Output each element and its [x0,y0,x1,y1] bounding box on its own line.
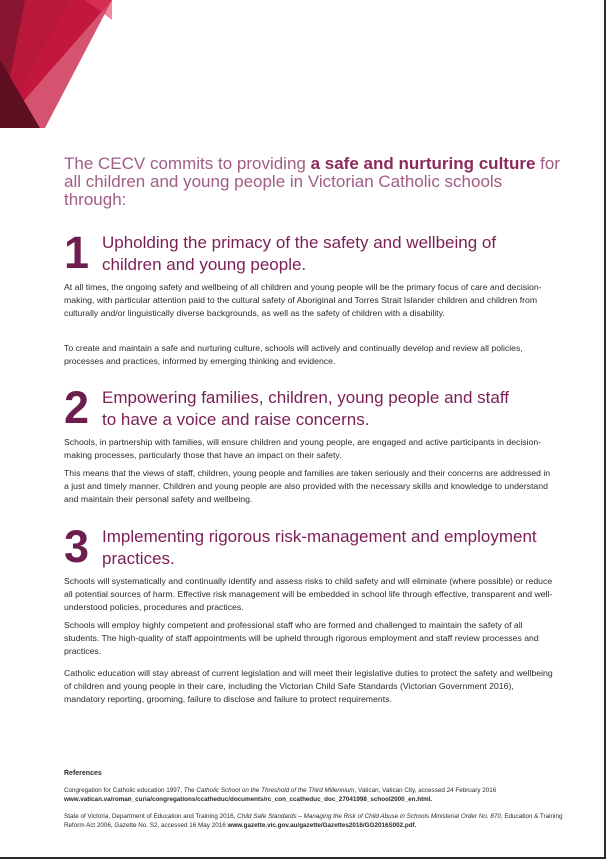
section-3-paragraph-3: Catholic education will stay abreast of current legislation and will meet their legislative duties to protect the safety and wellbeing of children and young people in their care, including the Victorian Child Safe Standards (Victorian Government 2016), mandatory reporting, grooming, failure to disclose and failure to protect requirements. [64,668,553,704]
reference-2 [64,812,564,830]
section-title-line2: children and young people. [102,255,307,274]
section-title-line1: Upholding the primacy of the safety and wellbeing of [102,233,497,252]
reference-1-title: The Catholic School on the Threshold of the Third Millennium [183,787,355,794]
section-title-line1: Empowering families, children, young people and staff [102,388,509,407]
section-title [102,232,542,276]
corner-decoration [0,0,112,128]
intro-text-part1: The CECV commits to providing [64,154,311,173]
section-1-paragraph-2: To create and maintain a safe and nurturing culture, schools will actively and continually develop and review all policies, processes and practices, informed by emerging thinking and evidence. [64,343,523,366]
section-1-paragraph-1: At all times, the ongoing safety and wellbeing of all children and young people will be the primary focus of care and decision-making, with particular attention paid to the cultural safety of Aboriginal and Torres Strait Islander children and children from culturally and/or linguistically diverse backgrounds, as well as the safety of children with a disability. [64,282,542,318]
section-title [102,526,542,570]
reference-2-text-b: , Education & Training Reform Act 2006, Gazette No. S2, accessed 16 May 2016 [64,813,563,830]
reference-2-url[interactable]: www.gazette.vic.gov.au/gazette/Gazettes2016/GG2016S002.pdf. [227,822,417,830]
section-title [102,387,542,431]
section-2-paragraph-2: This means that the views of staff, children, young people and families are taken seriously and their concerns are addressed in a just and timely manner. Children and young people are also provided with the necessary skills and knowledge to understand and maintain their personal safety and wellbeing. [64,468,551,504]
section-number: 2 [64,382,90,433]
intro-text-bold: a safe and nurturing culture [310,154,536,173]
intro-text-part2: for all children and young people in Victorian Catholic schools through: [64,154,560,209]
reference-2-text-a: State of Victoria, Department of Education and Training 2016, [64,813,238,820]
reference-1 [64,786,564,804]
section-number: 3 [64,521,90,572]
reference-1-url[interactable]: www.vatican.va/roman_curia/congregations/ccatheduc/documents/rc_con_ccatheduc_doc_27041998_school2000_en.html. [64,796,433,804]
section-3-paragraph-2: Schools will employ highly competent and professional staff who are formed and challenged to maintain the safety of all students. The high-quality of staff appointments will be upheld through rigorous employment and staff review processes and practices. [64,620,539,656]
intro-statement [64,155,564,209]
section-title-line2: to have a voice and raise concerns. [102,410,370,429]
reference-2-title: Child Safe Standards – Managing the Risk of Child Abuse in Schools Ministerial Order No. 870 [237,813,501,820]
reference-1-text-b: , Vatican, Vatican City, accessed 24 February 2016 [354,787,497,794]
references-title: References [64,770,102,777]
section-title-line2: practices. [102,549,175,568]
section-number: 1 [64,227,90,278]
reference-1-text-a: Congregation for Catholic education 1997, [64,787,184,794]
section-title-line1: Implementing rigorous risk-management and employment [102,527,537,546]
section-3-paragraph-1: Schools will systematically and continually identify and assess risks to child safety and will eliminate (where possible) or reduce all potential sources of harm. Effective risk management will be embedded in school life through effective, transparent and well-understood policies, procedures and practices. [64,576,553,612]
section-2-paragraph-1: Schools, in partnership with families, will ensure children and young people, are engaged and active participants in decision-making processes, particularly those that have an impact on their safety. [64,437,542,460]
